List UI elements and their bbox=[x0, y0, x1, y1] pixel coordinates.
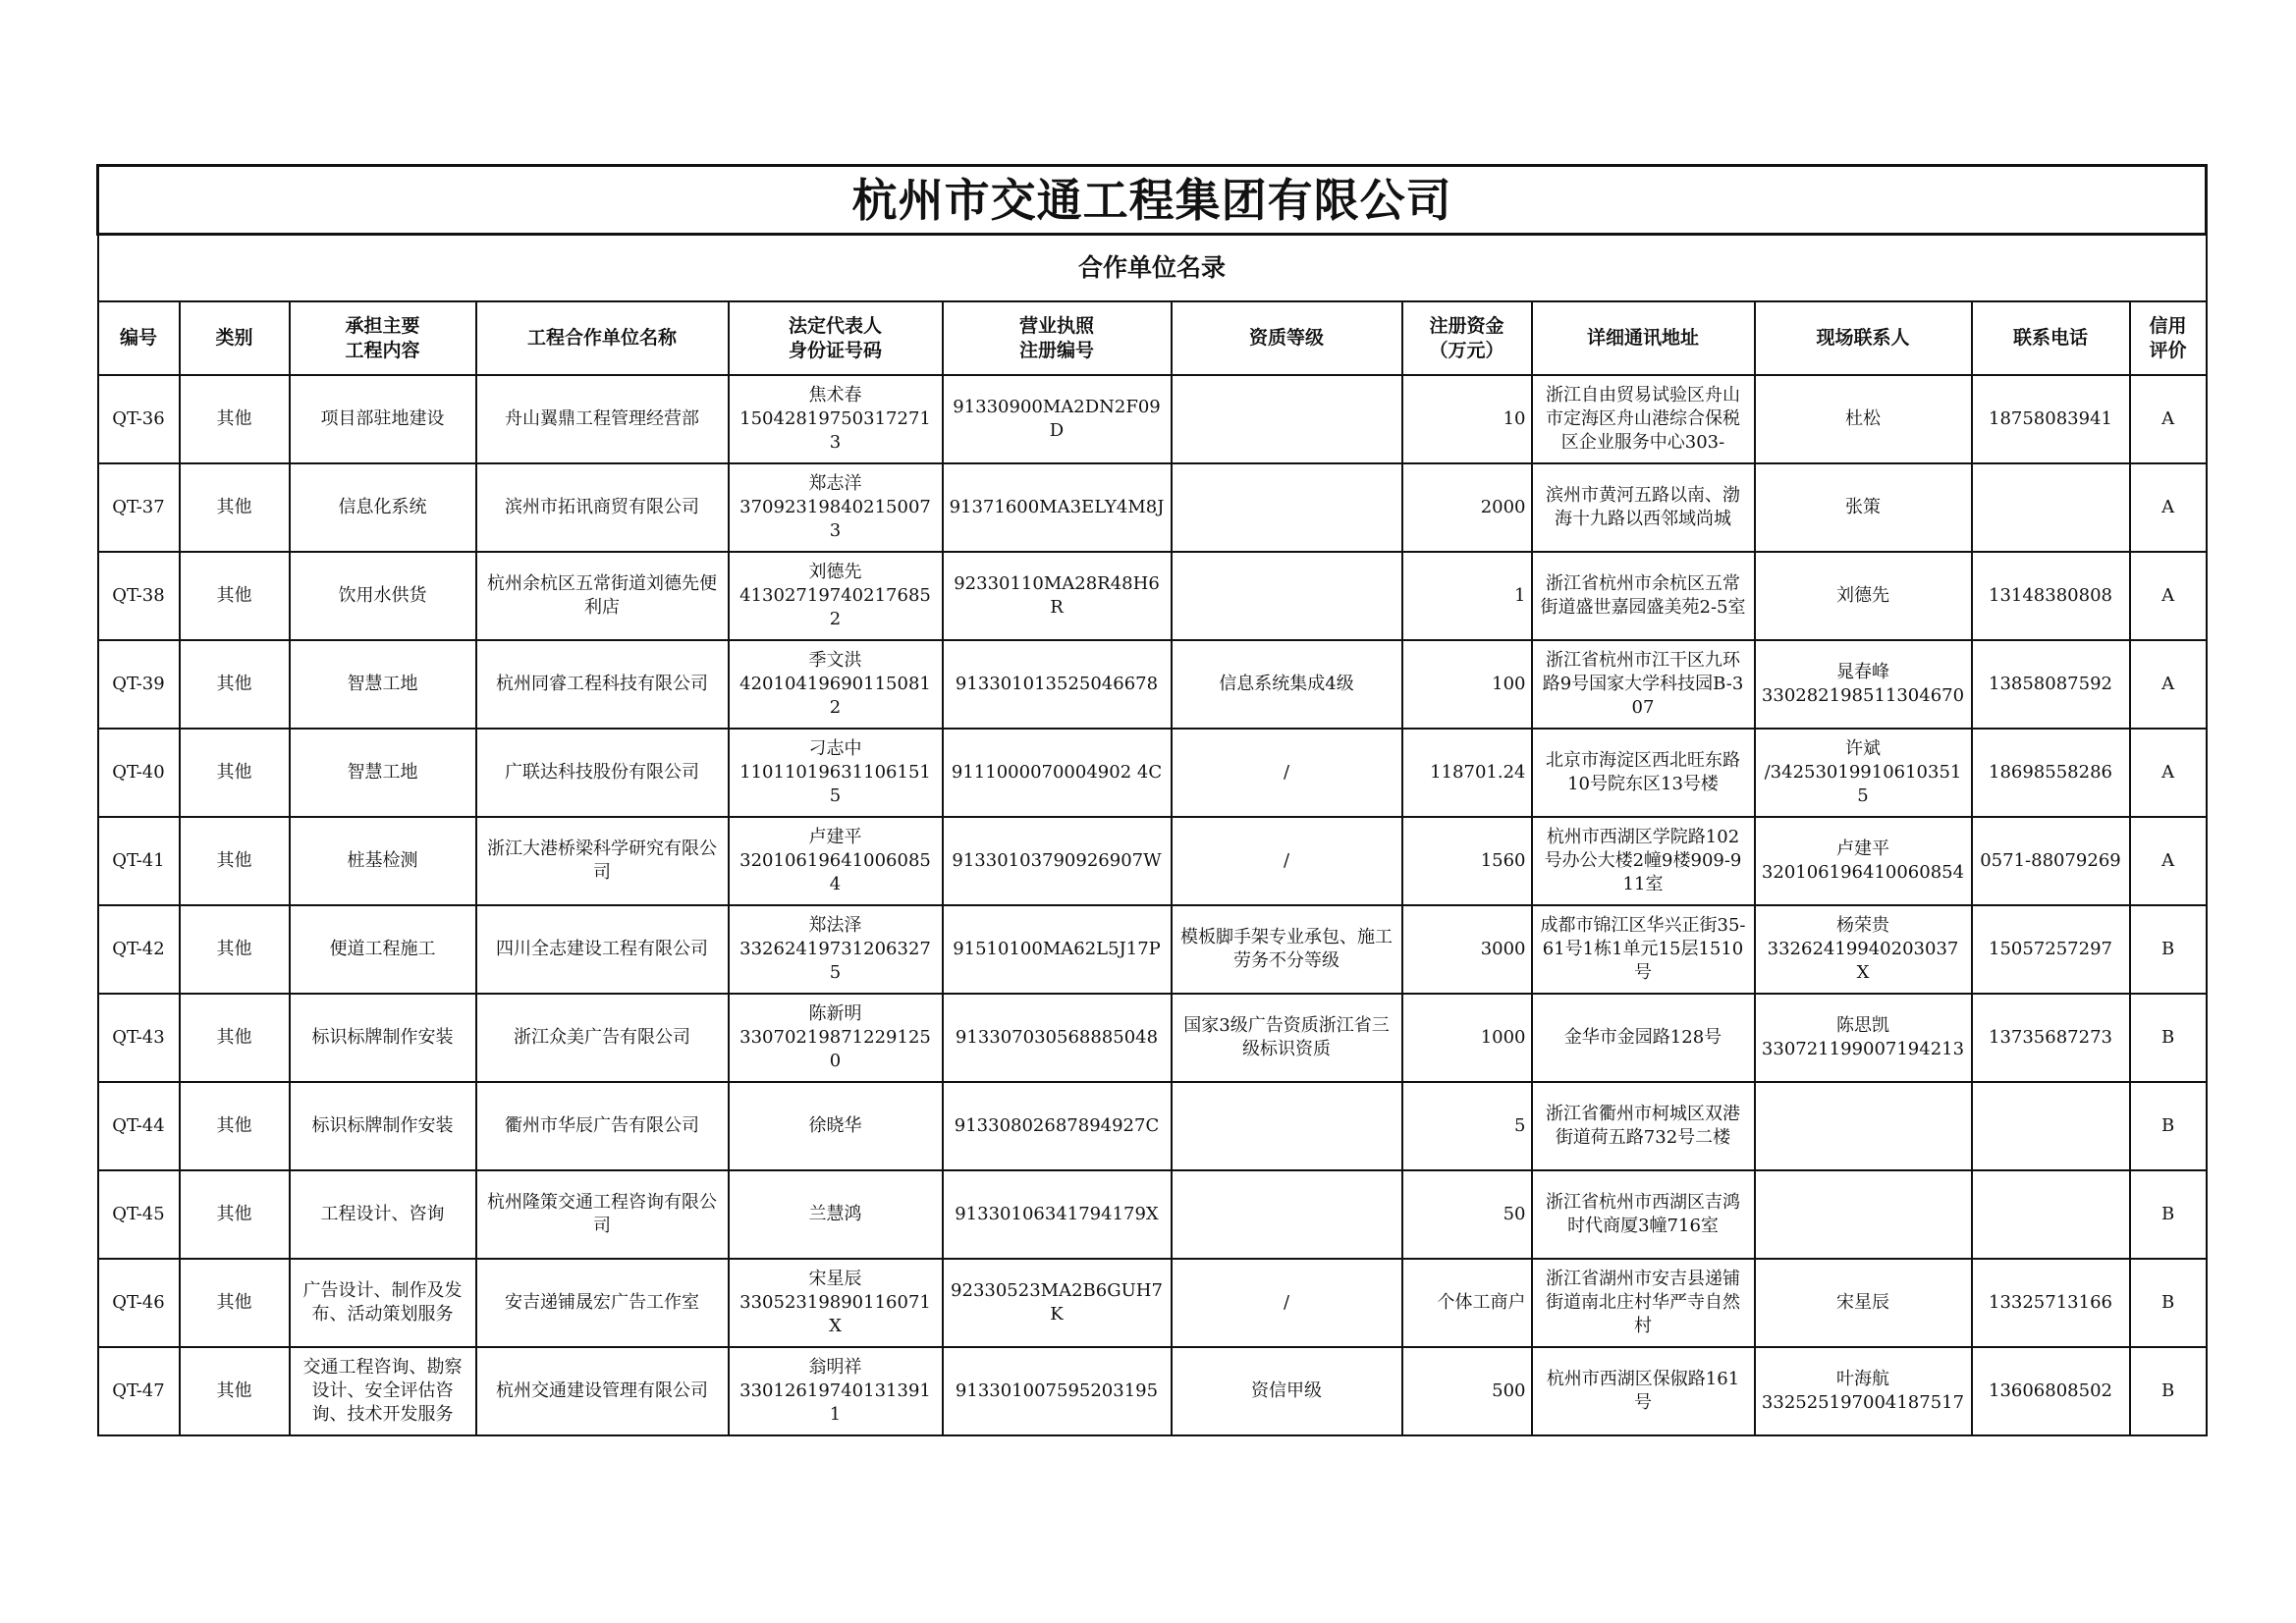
cell-capital: 1000 bbox=[1402, 994, 1532, 1082]
table-row bbox=[98, 552, 2207, 640]
cell-work: 信息化系统 bbox=[290, 463, 476, 552]
header-legal-rep-line-2: 身份证号码 bbox=[788, 339, 882, 361]
cell-address: 北京市海淀区西北旺东路10号院东区13号楼 bbox=[1532, 729, 1755, 817]
cell-contact-id: 320106196410060854 bbox=[1761, 862, 1965, 883]
cell-qualification: 模板脚手架专业承包、施工劳务不分等级 bbox=[1172, 905, 1402, 994]
cell-address: 浙江省杭州市西湖区吉鸿时代商厦3幢716室 bbox=[1532, 1170, 1755, 1259]
cell-legal-rep bbox=[729, 463, 943, 552]
cell-contact-name: 杨荣贵 bbox=[1836, 915, 1889, 936]
header-phone: 联系电话 bbox=[1972, 301, 2130, 375]
cell-license: 913307030568885048 bbox=[943, 994, 1172, 1082]
cell-legal-rep-name: 翁明祥 bbox=[808, 1357, 862, 1378]
cell-qualification: 信息系统集成4级 bbox=[1172, 640, 1402, 729]
cell-legal-rep bbox=[729, 552, 943, 640]
table-row bbox=[98, 905, 2207, 994]
cell-legal-rep bbox=[729, 994, 943, 1082]
header-category: 类别 bbox=[180, 301, 290, 375]
cell-company: 杭州交通建设管理有限公司 bbox=[476, 1347, 729, 1435]
cell-phone: 15057257297 bbox=[1972, 905, 2130, 994]
cell-rating: A bbox=[2130, 817, 2207, 905]
cell-legal-rep-name: 季文洪 bbox=[808, 650, 862, 671]
cell-legal-rep-name: 宋星辰 bbox=[808, 1269, 862, 1289]
cell-capital: 100 bbox=[1402, 640, 1532, 729]
cell-company: 浙江众美广告有限公司 bbox=[476, 994, 729, 1082]
cell-legal-rep bbox=[729, 1347, 943, 1435]
cell-work: 便道工程施工 bbox=[290, 905, 476, 994]
cell-license: 92330523MA2B6GUH7K bbox=[943, 1259, 1172, 1347]
cell-capital: 3000 bbox=[1402, 905, 1532, 994]
table-row bbox=[98, 1082, 2207, 1170]
cell-company: 安吉递铺晟宏广告工作室 bbox=[476, 1259, 729, 1347]
cell-phone: 13325713166 bbox=[1972, 1259, 2130, 1347]
table-subtitle: 合作单位名录 bbox=[98, 235, 2207, 302]
cell-contact-name: 张策 bbox=[1845, 497, 1881, 517]
header-license bbox=[943, 301, 1172, 375]
cell-qualification bbox=[1172, 375, 1402, 463]
cell-company: 浙江大港桥梁科学研究有限公司 bbox=[476, 817, 729, 905]
cell-contact-name: 陈思凯 bbox=[1836, 1015, 1889, 1036]
cell-contact bbox=[1755, 640, 1972, 729]
header-rating-line-2: 评价 bbox=[2149, 339, 2187, 361]
header-license-line-2: 注册编号 bbox=[1018, 339, 1094, 361]
cell-rating: B bbox=[2130, 1170, 2207, 1259]
cell-contact bbox=[1755, 375, 1972, 463]
cell-qualification bbox=[1172, 552, 1402, 640]
cell-phone: 18698558286 bbox=[1972, 729, 2130, 817]
cell-legal-rep-id: 332624197312063275 bbox=[739, 939, 931, 983]
header-address: 详细通讯地址 bbox=[1532, 301, 1755, 375]
header-rating bbox=[2130, 301, 2207, 375]
header-work-line-1: 承担主要 bbox=[345, 314, 420, 337]
cell-rating: B bbox=[2130, 1347, 2207, 1435]
cell-legal-rep bbox=[729, 1259, 943, 1347]
cell-capital: 50 bbox=[1402, 1170, 1532, 1259]
cell-qualification: / bbox=[1172, 729, 1402, 817]
header-qualification: 资质等级 bbox=[1172, 301, 1402, 375]
cell-work: 广告设计、制作及发布、活动策划服务 bbox=[290, 1259, 476, 1347]
cell-legal-rep-name: 郑志洋 bbox=[808, 473, 862, 494]
cell-contact-name: 宋星辰 bbox=[1836, 1292, 1889, 1313]
cell-qualification: / bbox=[1172, 817, 1402, 905]
cell-address: 浙江省湖州市安吉县递铺街道南北庄村华严寺自然村 bbox=[1532, 1259, 1755, 1347]
cell-company: 滨州市拓讯商贸有限公司 bbox=[476, 463, 729, 552]
header-legal-rep bbox=[729, 301, 943, 375]
cell-work: 智慧工地 bbox=[290, 640, 476, 729]
cell-category: 其他 bbox=[180, 552, 290, 640]
cell-company: 四川全志建设工程有限公司 bbox=[476, 905, 729, 994]
cell-legal-rep bbox=[729, 1082, 943, 1170]
cell-category: 其他 bbox=[180, 905, 290, 994]
cell-capital: 500 bbox=[1402, 1347, 1532, 1435]
cell-contact-name: 刘德先 bbox=[1836, 585, 1889, 606]
cell-rating: A bbox=[2130, 463, 2207, 552]
cell-rating: B bbox=[2130, 1082, 2207, 1170]
cell-license: 91330106341794179X bbox=[943, 1170, 1172, 1259]
cell-legal-rep bbox=[729, 729, 943, 817]
header-company: 工程合作单位名称 bbox=[476, 301, 729, 375]
cell-qualification bbox=[1172, 1082, 1402, 1170]
partner-directory-table bbox=[96, 164, 2208, 1436]
cell-contact bbox=[1755, 1347, 1972, 1435]
cell-qualification: 资信甲级 bbox=[1172, 1347, 1402, 1435]
cell-address: 浙江省杭州市江干区九环路9号国家大学科技园B-307 bbox=[1532, 640, 1755, 729]
table-row bbox=[98, 1259, 2207, 1347]
cell-legal-rep-id: 110110196311061515 bbox=[739, 762, 931, 806]
cell-id: QT-41 bbox=[98, 817, 180, 905]
cell-company: 衢州市华辰广告有限公司 bbox=[476, 1082, 729, 1170]
cell-legal-rep-id: 370923198402150073 bbox=[739, 497, 931, 541]
cell-category: 其他 bbox=[180, 1170, 290, 1259]
cell-address: 浙江自由贸易试验区舟山市定海区舟山港综合保税区企业服务中心303- bbox=[1532, 375, 1755, 463]
cell-id: QT-43 bbox=[98, 994, 180, 1082]
cell-contact bbox=[1755, 905, 1972, 994]
cell-category: 其他 bbox=[180, 817, 290, 905]
cell-category: 其他 bbox=[180, 1347, 290, 1435]
cell-contact bbox=[1755, 729, 1972, 817]
cell-company: 杭州同睿工程科技有限公司 bbox=[476, 640, 729, 729]
cell-license: 91371600MA3ELY4M8J bbox=[943, 463, 1172, 552]
cell-capital: 2000 bbox=[1402, 463, 1532, 552]
header-rating-line-1: 信用 bbox=[2149, 314, 2187, 337]
cell-contact-name: 叶海航 bbox=[1836, 1369, 1889, 1389]
cell-work: 桩基检测 bbox=[290, 817, 476, 905]
cell-legal-rep-name: 徐晓华 bbox=[808, 1115, 862, 1136]
cell-category: 其他 bbox=[180, 375, 290, 463]
cell-phone bbox=[1972, 463, 2130, 552]
cell-id: QT-45 bbox=[98, 1170, 180, 1259]
cell-legal-rep-name: 刁志中 bbox=[808, 738, 862, 759]
cell-work: 标识标牌制作安装 bbox=[290, 1082, 476, 1170]
cell-license: 9111000070004902 4C bbox=[943, 729, 1172, 817]
cell-address: 杭州市西湖区保俶路161号 bbox=[1532, 1347, 1755, 1435]
cell-capital: 个体工商户 bbox=[1402, 1259, 1532, 1347]
table-row bbox=[98, 817, 2207, 905]
cell-contact bbox=[1755, 817, 1972, 905]
cell-qualification: 国家3级广告资质浙江省三级标识资质 bbox=[1172, 994, 1402, 1082]
cell-contact bbox=[1755, 994, 1972, 1082]
cell-license: 91510100MA62L5J17P bbox=[943, 905, 1172, 994]
header-work bbox=[290, 301, 476, 375]
cell-legal-rep bbox=[729, 817, 943, 905]
header-capital bbox=[1402, 301, 1532, 375]
cell-contact-id: 330282198511304670 bbox=[1761, 685, 1965, 706]
cell-capital: 10 bbox=[1402, 375, 1532, 463]
cell-contact-id: /342530199106103515 bbox=[1764, 762, 1962, 806]
cell-phone: 13858087592 bbox=[1972, 640, 2130, 729]
cell-work: 标识标牌制作安装 bbox=[290, 994, 476, 1082]
cell-work: 项目部驻地建设 bbox=[290, 375, 476, 463]
cell-id: QT-46 bbox=[98, 1259, 180, 1347]
cell-legal-rep-id: 33052319890116071X bbox=[739, 1292, 931, 1336]
cell-capital: 5 bbox=[1402, 1082, 1532, 1170]
cell-category: 其他 bbox=[180, 994, 290, 1082]
cell-contact bbox=[1755, 1170, 1972, 1259]
cell-address: 滨州市黄河五路以南、渤海十九路以西邻域尚城 bbox=[1532, 463, 1755, 552]
cell-license: 92330110MA28R48H6R bbox=[943, 552, 1172, 640]
header-work-line-2: 工程内容 bbox=[345, 339, 420, 361]
cell-capital: 118701.24 bbox=[1402, 729, 1532, 817]
cell-legal-rep-name: 兰慧鸿 bbox=[808, 1204, 862, 1224]
cell-rating: A bbox=[2130, 375, 2207, 463]
cell-capital: 1 bbox=[1402, 552, 1532, 640]
header-id: 编号 bbox=[98, 301, 180, 375]
cell-qualification bbox=[1172, 463, 1402, 552]
cell-legal-rep-id: 150428197503172713 bbox=[739, 408, 931, 453]
cell-address: 浙江省杭州市余杭区五常街道盛世嘉园盛美苑2-5室 bbox=[1532, 552, 1755, 640]
table-row bbox=[98, 375, 2207, 463]
cell-legal-rep-name: 刘德先 bbox=[808, 562, 862, 582]
cell-category: 其他 bbox=[180, 1082, 290, 1170]
header-license-line-1: 营业执照 bbox=[1018, 314, 1094, 337]
cell-contact-name: 晁春峰 bbox=[1836, 662, 1889, 682]
cell-work: 交通工程咨询、勘察设计、安全评估咨询、技术开发服务 bbox=[290, 1347, 476, 1435]
cell-contact bbox=[1755, 1259, 1972, 1347]
cell-legal-rep-id: 420104196901150812 bbox=[739, 674, 931, 718]
cell-contact-id: 330721199007194213 bbox=[1761, 1039, 1965, 1059]
cell-category: 其他 bbox=[180, 640, 290, 729]
cell-qualification: / bbox=[1172, 1259, 1402, 1347]
cell-legal-rep-name: 陈新明 bbox=[808, 1003, 862, 1024]
cell-legal-rep bbox=[729, 1170, 943, 1259]
table-row bbox=[98, 994, 2207, 1082]
cell-rating: A bbox=[2130, 552, 2207, 640]
cell-legal-rep-id: 330126197401313911 bbox=[739, 1380, 931, 1425]
cell-company: 杭州隆策交通工程咨询有限公司 bbox=[476, 1170, 729, 1259]
header-capital-line-1: 注册资金 bbox=[1429, 314, 1504, 337]
cell-id: QT-37 bbox=[98, 463, 180, 552]
cell-id: QT-40 bbox=[98, 729, 180, 817]
cell-contact-name: 卢建平 bbox=[1836, 839, 1889, 859]
header-capital-line-2: （万元） bbox=[1429, 339, 1504, 361]
cell-address: 成都市锦江区华兴正街35-61号1栋1单元15层1510号 bbox=[1532, 905, 1755, 994]
cell-phone bbox=[1972, 1082, 2130, 1170]
cell-company: 广联达科技股份有限公司 bbox=[476, 729, 729, 817]
cell-id: QT-38 bbox=[98, 552, 180, 640]
cell-id: QT-47 bbox=[98, 1347, 180, 1435]
cell-contact bbox=[1755, 552, 1972, 640]
table-row bbox=[98, 729, 2207, 817]
cell-rating: B bbox=[2130, 905, 2207, 994]
cell-legal-rep bbox=[729, 905, 943, 994]
column-header-row bbox=[98, 301, 2207, 375]
cell-license: 913301007595203195 bbox=[943, 1347, 1172, 1435]
cell-address: 浙江省衢州市柯城区双港街道荷五路732号二楼 bbox=[1532, 1082, 1755, 1170]
cell-contact-name: 许斌 bbox=[1845, 738, 1881, 759]
cell-legal-rep bbox=[729, 375, 943, 463]
cell-id: QT-39 bbox=[98, 640, 180, 729]
cell-phone: 0571-88079269 bbox=[1972, 817, 2130, 905]
cell-contact-id: 332525197004187517 bbox=[1761, 1392, 1965, 1413]
cell-license: 91330103790926907W bbox=[943, 817, 1172, 905]
cell-category: 其他 bbox=[180, 729, 290, 817]
cell-legal-rep-id: 413027197402176852 bbox=[739, 585, 931, 629]
cell-contact bbox=[1755, 463, 1972, 552]
cell-company: 杭州余杭区五常街道刘德先便利店 bbox=[476, 552, 729, 640]
cell-rating: A bbox=[2130, 729, 2207, 817]
cell-rating: B bbox=[2130, 1259, 2207, 1347]
cell-id: QT-36 bbox=[98, 375, 180, 463]
cell-legal-rep-name: 焦术春 bbox=[808, 385, 862, 406]
cell-phone: 13606808502 bbox=[1972, 1347, 2130, 1435]
cell-id: QT-44 bbox=[98, 1082, 180, 1170]
cell-phone: 13735687273 bbox=[1972, 994, 2130, 1082]
cell-capital: 1560 bbox=[1402, 817, 1532, 905]
page-title: 杭州市交通工程集团有限公司 bbox=[98, 166, 2207, 235]
cell-qualification bbox=[1172, 1170, 1402, 1259]
cell-category: 其他 bbox=[180, 463, 290, 552]
table-row bbox=[98, 640, 2207, 729]
header-contact: 现场联系人 bbox=[1755, 301, 1972, 375]
cell-license: 913301013525046678 bbox=[943, 640, 1172, 729]
cell-address: 金华市金园路128号 bbox=[1532, 994, 1755, 1082]
cell-phone bbox=[1972, 1170, 2130, 1259]
cell-legal-rep bbox=[729, 640, 943, 729]
cell-work: 饮用水供货 bbox=[290, 552, 476, 640]
cell-category: 其他 bbox=[180, 1259, 290, 1347]
cell-license: 91330900MA2DN2F09D bbox=[943, 375, 1172, 463]
cell-contact-id: 33262419940203037X bbox=[1767, 939, 1959, 983]
cell-license: 91330802687894927C bbox=[943, 1082, 1172, 1170]
cell-legal-rep-id: 320106196410060854 bbox=[739, 850, 931, 894]
table-row bbox=[98, 1170, 2207, 1259]
cell-id: QT-42 bbox=[98, 905, 180, 994]
cell-work: 工程设计、咨询 bbox=[290, 1170, 476, 1259]
cell-legal-rep-id: 330702198712291250 bbox=[739, 1027, 931, 1071]
cell-contact-name: 杜松 bbox=[1845, 408, 1881, 429]
cell-legal-rep-name: 郑法泽 bbox=[808, 915, 862, 936]
cell-company: 舟山翼鼎工程管理经营部 bbox=[476, 375, 729, 463]
cell-contact bbox=[1755, 1082, 1972, 1170]
cell-address: 杭州市西湖区学院路102号办公大楼2幢9楼909-911室 bbox=[1532, 817, 1755, 905]
cell-rating: B bbox=[2130, 994, 2207, 1082]
cell-rating: A bbox=[2130, 640, 2207, 729]
table-row bbox=[98, 463, 2207, 552]
table-row bbox=[98, 1347, 2207, 1435]
cell-phone: 13148380808 bbox=[1972, 552, 2130, 640]
cell-legal-rep-name: 卢建平 bbox=[808, 827, 862, 847]
cell-work: 智慧工地 bbox=[290, 729, 476, 817]
cell-phone: 18758083941 bbox=[1972, 375, 2130, 463]
header-legal-rep-line-1: 法定代表人 bbox=[788, 314, 882, 337]
